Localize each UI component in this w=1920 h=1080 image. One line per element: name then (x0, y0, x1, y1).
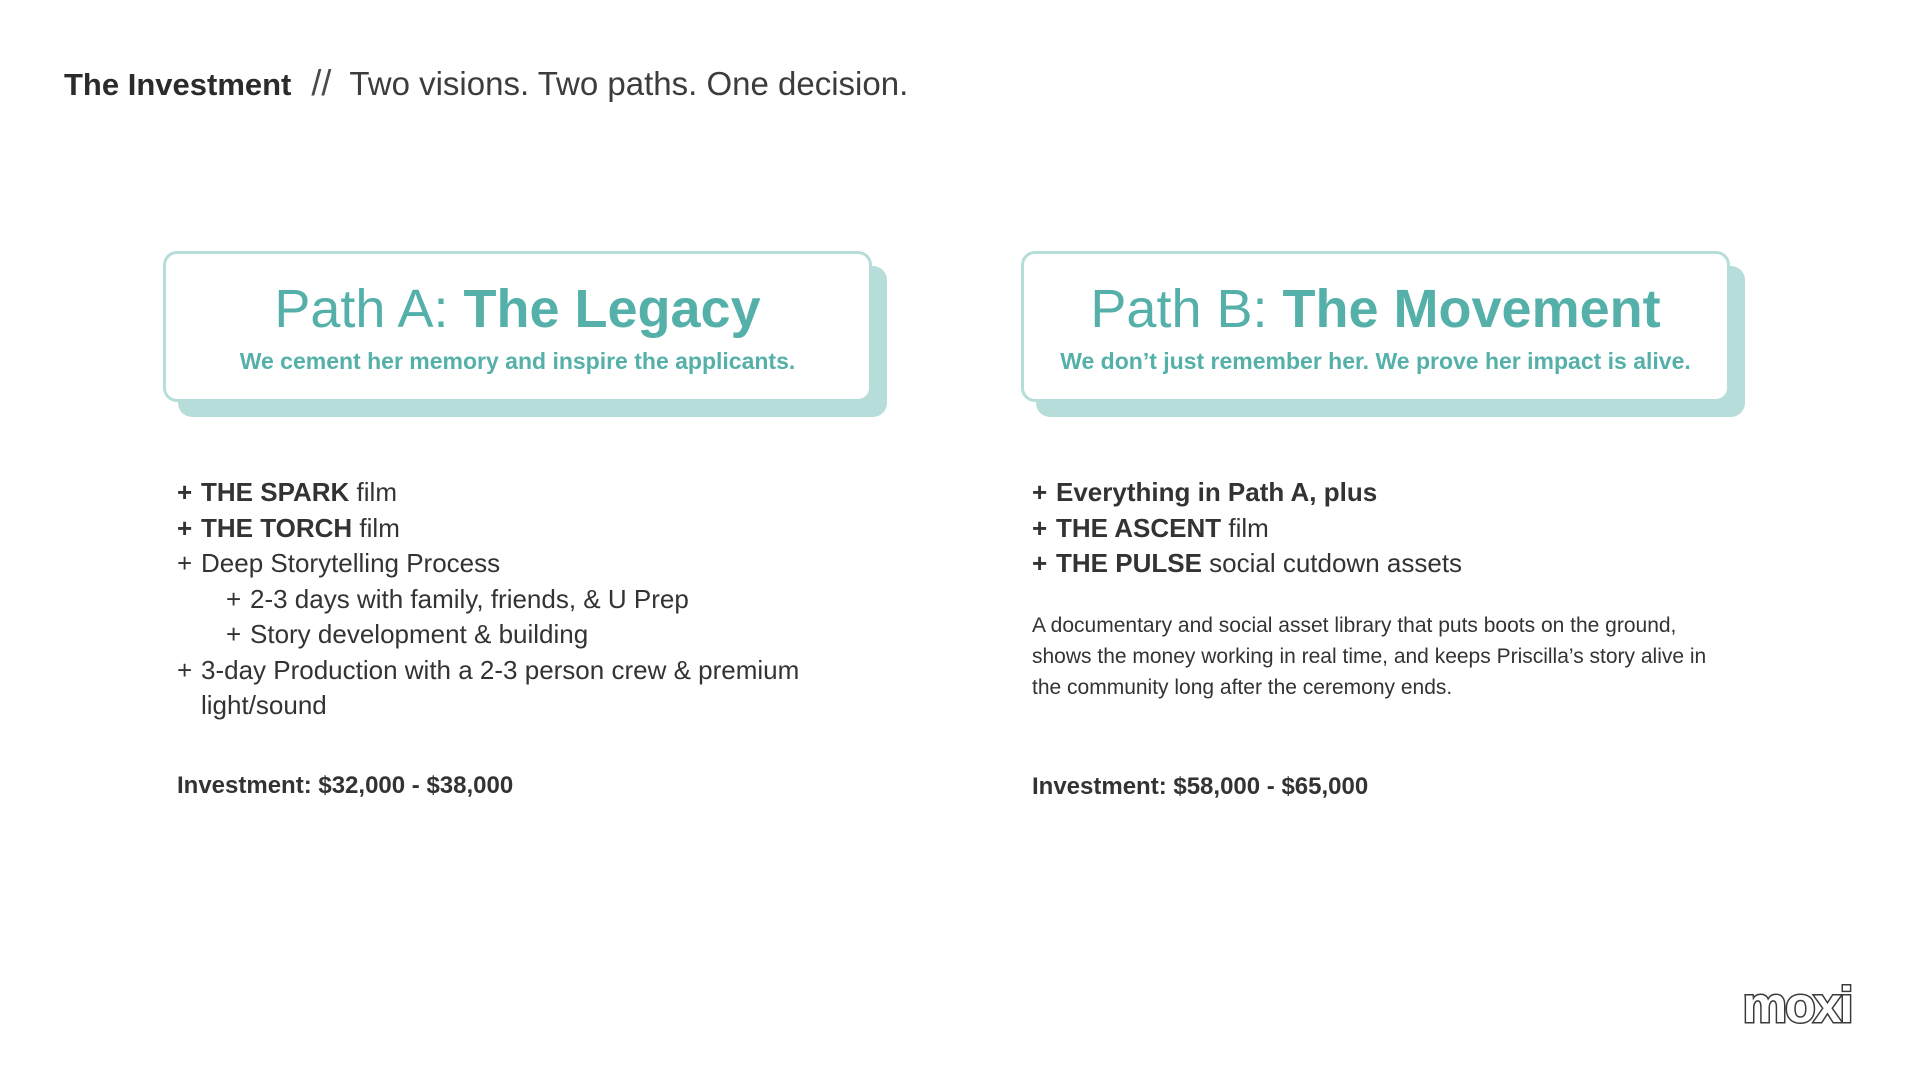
item-text: film (352, 512, 400, 543)
item-bold: THE PULSE (1056, 548, 1202, 578)
path-b-card-box (1021, 251, 1730, 402)
plus-icon: + (177, 548, 193, 578)
plus-icon: + (1032, 477, 1048, 507)
list-subitem (177, 582, 897, 618)
path-a-title (274, 278, 760, 340)
item-text: Deep Storytelling Process (201, 548, 501, 578)
item-bold: Everything in Path A, plus (1056, 477, 1378, 507)
list-item (177, 511, 897, 547)
page-tagline: Two visions. Two paths. One decision. (349, 65, 909, 102)
path-b-title-name: The Movement (1282, 279, 1661, 339)
list-subitem (177, 617, 897, 653)
item-bold: THE TORCH (201, 512, 353, 543)
path-b-description: A documentary and social asset library that puts boots on the ground, shows the money working in real time, and keeps Priscilla’s story alive in the community long after the ceremony ends. (1032, 614, 1707, 699)
logo-text: moxi (1742, 977, 1852, 1033)
item-bold: THE ASCENT (1056, 512, 1222, 543)
plus-icon: + (1032, 548, 1048, 578)
plus-icon: + (177, 654, 193, 685)
item-text: 2-3 days with family, friends, & U Prep (250, 583, 689, 614)
path-a-title-prefix: Path A: (274, 279, 449, 339)
path-b-title-prefix: Path B: (1090, 279, 1268, 339)
item-text: film (349, 477, 397, 507)
item-text: Story development & building (250, 619, 589, 649)
plus-icon: + (226, 619, 242, 649)
path-a-investment: Investment: $32,000 - $38,000 (177, 772, 514, 799)
plus-icon: + (1032, 512, 1048, 543)
item-bold: THE SPARK (201, 477, 350, 507)
path-b-investment: Investment: $58,000 - $65,000 (1032, 773, 1369, 800)
title-separator: // (311, 62, 332, 103)
list-item (177, 546, 897, 582)
page-title: The Investment (64, 67, 292, 102)
item-text: 3-day Production with a 2-3 person crew & premium light/sound (201, 654, 800, 720)
item-text: film (1221, 512, 1269, 543)
moxi-logo-mark (1717, 973, 1877, 1033)
path-a-card-box (163, 251, 872, 402)
path-a-card (163, 251, 872, 402)
path-b-title (1090, 278, 1660, 340)
list-item (177, 653, 897, 724)
plus-icon: + (226, 583, 242, 614)
moxi-logo (1717, 973, 1877, 1033)
list-item (177, 475, 897, 511)
path-a-deliverables (177, 475, 897, 724)
path-b-card (1021, 251, 1730, 402)
item-text: social cutdown assets (1201, 548, 1463, 578)
path-b-deliverables (1032, 475, 1752, 582)
list-item (1032, 511, 1752, 547)
plus-icon: + (177, 477, 193, 507)
plus-icon: + (177, 512, 193, 543)
page-header (64, 62, 908, 104)
list-item (1032, 546, 1752, 582)
list-item (1032, 475, 1752, 511)
path-b-subtitle: We don’t just remember her. We prove her impact is alive. (1060, 348, 1691, 374)
path-a-subtitle: We cement her memory and inspire the applicants. (239, 348, 796, 374)
path-a-title-name: The Legacy (463, 279, 761, 339)
